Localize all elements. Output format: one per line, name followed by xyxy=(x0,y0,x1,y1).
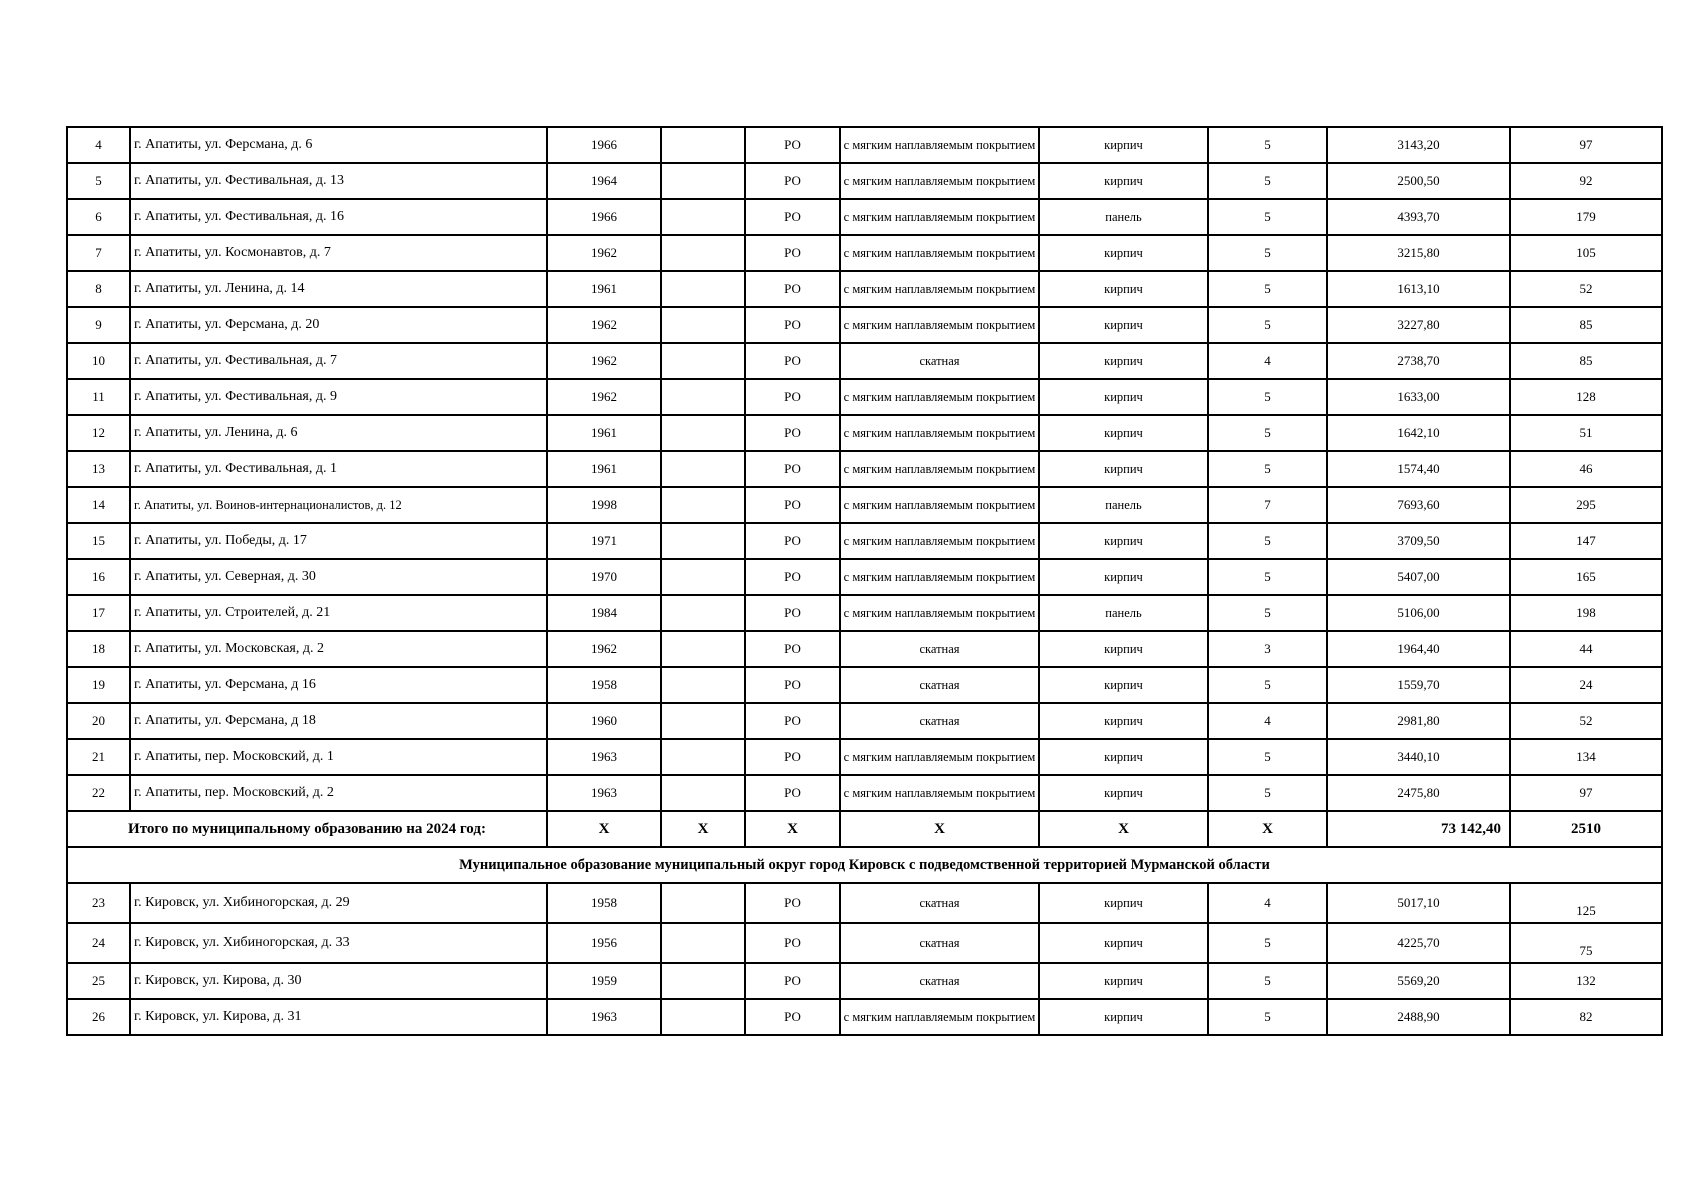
row-people: 97 xyxy=(1510,127,1662,163)
row-people: 51 xyxy=(1510,415,1662,451)
row-method: РО xyxy=(745,999,840,1035)
row-roof-type: скатная xyxy=(840,923,1039,963)
row-people: 128 xyxy=(1510,379,1662,415)
row-wall-material: кирпич xyxy=(1039,415,1208,451)
row-roof-type: с мягким наплавляемым покрытием xyxy=(840,523,1039,559)
row-empty-cell xyxy=(661,199,745,235)
row-area: 5569,20 xyxy=(1327,963,1510,999)
row-year: 1962 xyxy=(547,379,661,415)
row-method: РО xyxy=(745,127,840,163)
row-empty-cell xyxy=(661,775,745,811)
row-method: РО xyxy=(745,667,840,703)
row-empty-cell xyxy=(661,451,745,487)
table-row xyxy=(67,595,1662,631)
row-number: 11 xyxy=(67,379,130,415)
row-wall-material: кирпич xyxy=(1039,923,1208,963)
row-method: РО xyxy=(745,923,840,963)
row-address: г. Апатиты, ул. Ферсмана, д 16 xyxy=(130,667,547,703)
row-empty-cell xyxy=(661,235,745,271)
row-area: 2500,50 xyxy=(1327,163,1510,199)
table-row xyxy=(67,631,1662,667)
row-address: г. Апатиты, ул. Фестивальная, д. 13 xyxy=(130,163,547,199)
row-number: 8 xyxy=(67,271,130,307)
row-number: 7 xyxy=(67,235,130,271)
table-row xyxy=(67,235,1662,271)
row-number: 15 xyxy=(67,523,130,559)
row-method: РО xyxy=(745,271,840,307)
row-area: 2488,90 xyxy=(1327,999,1510,1035)
row-empty-cell xyxy=(661,379,745,415)
row-address: г. Кировск, ул. Кирова, д. 31 xyxy=(130,999,547,1035)
row-wall-material: кирпич xyxy=(1039,703,1208,739)
row-method: РО xyxy=(745,703,840,739)
row-roof-type: с мягким наплавляемым покрытием xyxy=(840,163,1039,199)
row-floors: 5 xyxy=(1208,963,1327,999)
row-method: РО xyxy=(745,163,840,199)
total-x-year: X xyxy=(547,811,661,847)
row-floors: 5 xyxy=(1208,127,1327,163)
row-people: 179 xyxy=(1510,199,1662,235)
row-empty-cell xyxy=(661,631,745,667)
row-area: 3709,50 xyxy=(1327,523,1510,559)
row-wall-material: кирпич xyxy=(1039,559,1208,595)
row-method: РО xyxy=(745,199,840,235)
row-year: 1962 xyxy=(547,631,661,667)
row-empty-cell xyxy=(661,307,745,343)
row-roof-type: скатная xyxy=(840,343,1039,379)
row-area: 5407,00 xyxy=(1327,559,1510,595)
table-row xyxy=(67,559,1662,595)
row-people: 295 xyxy=(1510,487,1662,523)
row-people: 52 xyxy=(1510,703,1662,739)
row-method: РО xyxy=(745,343,840,379)
row-area: 3143,20 xyxy=(1327,127,1510,163)
row-address: г. Апатиты, ул. Фестивальная, д. 7 xyxy=(130,343,547,379)
row-area: 2738,70 xyxy=(1327,343,1510,379)
row-method: РО xyxy=(745,487,840,523)
table-body-kirovsk xyxy=(67,883,1662,1035)
row-roof-type: с мягким наплавляемым покрытием xyxy=(840,307,1039,343)
row-method: РО xyxy=(745,963,840,999)
row-year: 1971 xyxy=(547,523,661,559)
row-address: г. Апатиты, ул. Ферсмана, д. 20 xyxy=(130,307,547,343)
row-address: г. Кировск, ул. Хибиногорская, д. 33 xyxy=(130,923,547,963)
row-year: 1984 xyxy=(547,595,661,631)
table-row xyxy=(67,775,1662,811)
row-number: 14 xyxy=(67,487,130,523)
row-wall-material: кирпич xyxy=(1039,127,1208,163)
row-wall-material: кирпич xyxy=(1039,451,1208,487)
row-address: г. Апатиты, ул. Московская, д. 2 xyxy=(130,631,547,667)
row-address: г. Апатиты, ул. Ленина, д. 14 xyxy=(130,271,547,307)
table-row xyxy=(67,739,1662,775)
row-floors: 3 xyxy=(1208,631,1327,667)
row-empty-cell xyxy=(661,415,745,451)
row-method: РО xyxy=(745,415,840,451)
row-roof-type: с мягким наплавляемым покрытием xyxy=(840,415,1039,451)
row-wall-material: кирпич xyxy=(1039,883,1208,923)
table-row xyxy=(67,487,1662,523)
section-header-row xyxy=(67,847,1662,883)
total-row xyxy=(67,811,1662,847)
row-area: 1574,40 xyxy=(1327,451,1510,487)
row-people: 85 xyxy=(1510,343,1662,379)
total-x-method: X xyxy=(745,811,840,847)
row-empty-cell xyxy=(661,523,745,559)
row-empty-cell xyxy=(661,343,745,379)
total-x-roof: X xyxy=(840,811,1039,847)
housing-table xyxy=(66,126,1663,1036)
row-area: 1633,00 xyxy=(1327,379,1510,415)
row-year: 1963 xyxy=(547,739,661,775)
row-roof-type: с мягким наплавляемым покрытием xyxy=(840,775,1039,811)
row-year: 1962 xyxy=(547,343,661,379)
row-floors: 5 xyxy=(1208,923,1327,963)
row-roof-type: скатная xyxy=(840,883,1039,923)
row-roof-type: скатная xyxy=(840,703,1039,739)
row-area: 7693,60 xyxy=(1327,487,1510,523)
row-method: РО xyxy=(745,451,840,487)
row-roof-type: с мягким наплавляемым покрытием xyxy=(840,739,1039,775)
row-address: г. Апатиты, ул. Воинов-интернационалистов, д. 12 xyxy=(130,487,547,523)
row-area: 3227,80 xyxy=(1327,307,1510,343)
row-people: 82 xyxy=(1510,999,1662,1035)
row-empty-cell xyxy=(661,559,745,595)
row-wall-material: кирпич xyxy=(1039,163,1208,199)
row-address: г. Апатиты, ул. Победы, д. 17 xyxy=(130,523,547,559)
row-year: 1958 xyxy=(547,667,661,703)
total-x-col4: X xyxy=(661,811,745,847)
row-roof-type: с мягким наплавляемым покрытием xyxy=(840,271,1039,307)
row-people: 85 xyxy=(1510,307,1662,343)
row-wall-material: кирпич xyxy=(1039,775,1208,811)
table-row xyxy=(67,923,1662,963)
row-wall-material: панель xyxy=(1039,595,1208,631)
row-area: 3440,10 xyxy=(1327,739,1510,775)
row-number: 4 xyxy=(67,127,130,163)
table-row xyxy=(67,343,1662,379)
row-year: 1958 xyxy=(547,883,661,923)
row-year: 1956 xyxy=(547,923,661,963)
row-empty-cell xyxy=(661,739,745,775)
row-area: 1964,40 xyxy=(1327,631,1510,667)
row-empty-cell xyxy=(661,127,745,163)
row-wall-material: кирпич xyxy=(1039,523,1208,559)
row-area: 2475,80 xyxy=(1327,775,1510,811)
row-empty-cell xyxy=(661,487,745,523)
table-row xyxy=(67,999,1662,1035)
row-empty-cell xyxy=(661,883,745,923)
row-people: 75 xyxy=(1510,923,1662,963)
table-total-section xyxy=(67,811,1662,883)
row-people: 24 xyxy=(1510,667,1662,703)
row-floors: 5 xyxy=(1208,415,1327,451)
row-wall-material: кирпич xyxy=(1039,379,1208,415)
row-floors: 5 xyxy=(1208,271,1327,307)
row-year: 1970 xyxy=(547,559,661,595)
row-number: 20 xyxy=(67,703,130,739)
row-method: РО xyxy=(745,559,840,595)
row-address: г. Апатиты, ул. Северная, д. 30 xyxy=(130,559,547,595)
table-row xyxy=(67,271,1662,307)
row-address: г. Апатиты, ул. Ленина, д. 6 xyxy=(130,415,547,451)
row-method: РО xyxy=(745,379,840,415)
row-address: г. Апатиты, ул. Ферсмана, д 18 xyxy=(130,703,547,739)
total-people: 2510 xyxy=(1510,811,1662,847)
row-people: 105 xyxy=(1510,235,1662,271)
row-people: 132 xyxy=(1510,963,1662,999)
row-people: 97 xyxy=(1510,775,1662,811)
row-area: 4393,70 xyxy=(1327,199,1510,235)
row-area: 3215,80 xyxy=(1327,235,1510,271)
row-floors: 4 xyxy=(1208,703,1327,739)
row-empty-cell xyxy=(661,595,745,631)
row-address: г. Апатиты, пер. Московский, д. 2 xyxy=(130,775,547,811)
row-number: 6 xyxy=(67,199,130,235)
row-number: 9 xyxy=(67,307,130,343)
row-address: г. Апатиты, пер. Московский, д. 1 xyxy=(130,739,547,775)
row-floors: 5 xyxy=(1208,595,1327,631)
row-wall-material: кирпич xyxy=(1039,235,1208,271)
total-label: Итого по муниципальному образованию на 2024 год: xyxy=(67,811,547,847)
row-year: 1962 xyxy=(547,235,661,271)
row-method: РО xyxy=(745,631,840,667)
row-roof-type: скатная xyxy=(840,963,1039,999)
row-year: 1961 xyxy=(547,415,661,451)
row-floors: 5 xyxy=(1208,451,1327,487)
row-roof-type: с мягким наплавляемым покрытием xyxy=(840,451,1039,487)
row-area: 1613,10 xyxy=(1327,271,1510,307)
row-area: 2981,80 xyxy=(1327,703,1510,739)
table-row xyxy=(67,963,1662,999)
row-year: 1964 xyxy=(547,163,661,199)
row-area: 4225,70 xyxy=(1327,923,1510,963)
row-people: 92 xyxy=(1510,163,1662,199)
row-floors: 5 xyxy=(1208,235,1327,271)
row-floors: 5 xyxy=(1208,307,1327,343)
row-number: 17 xyxy=(67,595,130,631)
row-year: 1963 xyxy=(547,999,661,1035)
row-area: 1559,70 xyxy=(1327,667,1510,703)
row-method: РО xyxy=(745,739,840,775)
row-roof-type: с мягким наплавляемым покрытием xyxy=(840,199,1039,235)
row-roof-type: с мягким наплавляемым покрытием xyxy=(840,487,1039,523)
row-area: 1642,10 xyxy=(1327,415,1510,451)
row-roof-type: скатная xyxy=(840,631,1039,667)
row-roof-type: с мягким наплавляемым покрытием xyxy=(840,127,1039,163)
row-address: г. Апатиты, ул. Космонавтов, д. 7 xyxy=(130,235,547,271)
total-x-floors: X xyxy=(1208,811,1327,847)
row-wall-material: кирпич xyxy=(1039,999,1208,1035)
row-roof-type: с мягким наплавляемым покрытием xyxy=(840,235,1039,271)
row-floors: 5 xyxy=(1208,379,1327,415)
row-number: 12 xyxy=(67,415,130,451)
total-area: 73 142,40 xyxy=(1327,811,1510,847)
row-people: 134 xyxy=(1510,739,1662,775)
row-number: 19 xyxy=(67,667,130,703)
row-roof-type: с мягким наплавляемым покрытием xyxy=(840,999,1039,1035)
table-row xyxy=(67,127,1662,163)
section-title: Муниципальное образование муниципальный округ город Кировск с подведомственной территорией Мурманской области xyxy=(67,847,1662,883)
row-year: 1966 xyxy=(547,199,661,235)
row-address: г. Апатиты, ул. Фестивальная, д. 16 xyxy=(130,199,547,235)
row-roof-type: с мягким наплавляемым покрытием xyxy=(840,379,1039,415)
table-row xyxy=(67,883,1662,923)
row-year: 1966 xyxy=(547,127,661,163)
row-floors: 7 xyxy=(1208,487,1327,523)
row-empty-cell xyxy=(661,703,745,739)
table-row xyxy=(67,703,1662,739)
row-wall-material: кирпич xyxy=(1039,739,1208,775)
row-wall-material: панель xyxy=(1039,199,1208,235)
row-method: РО xyxy=(745,775,840,811)
row-people: 165 xyxy=(1510,559,1662,595)
table-row xyxy=(67,163,1662,199)
row-floors: 4 xyxy=(1208,883,1327,923)
row-year: 1961 xyxy=(547,271,661,307)
row-year: 1963 xyxy=(547,775,661,811)
row-number: 5 xyxy=(67,163,130,199)
row-floors: 5 xyxy=(1208,163,1327,199)
row-area: 5017,10 xyxy=(1327,883,1510,923)
row-number: 10 xyxy=(67,343,130,379)
row-method: РО xyxy=(745,307,840,343)
row-floors: 5 xyxy=(1208,999,1327,1035)
row-people: 52 xyxy=(1510,271,1662,307)
row-number: 18 xyxy=(67,631,130,667)
table-row xyxy=(67,415,1662,451)
row-address: г. Кировск, ул. Кирова, д. 30 xyxy=(130,963,547,999)
row-number: 13 xyxy=(67,451,130,487)
table-row xyxy=(67,379,1662,415)
row-year: 1959 xyxy=(547,963,661,999)
row-number: 22 xyxy=(67,775,130,811)
row-wall-material: кирпич xyxy=(1039,343,1208,379)
row-address: г. Апатиты, ул. Ферсмана, д. 6 xyxy=(130,127,547,163)
row-year: 1962 xyxy=(547,307,661,343)
row-people: 198 xyxy=(1510,595,1662,631)
row-floors: 5 xyxy=(1208,199,1327,235)
table-row xyxy=(67,523,1662,559)
row-number: 21 xyxy=(67,739,130,775)
row-empty-cell xyxy=(661,923,745,963)
table-body-apatity xyxy=(67,127,1662,811)
row-method: РО xyxy=(745,883,840,923)
row-floors: 5 xyxy=(1208,775,1327,811)
row-empty-cell xyxy=(661,667,745,703)
row-floors: 4 xyxy=(1208,343,1327,379)
row-year: 1998 xyxy=(547,487,661,523)
row-wall-material: кирпич xyxy=(1039,631,1208,667)
total-x-material: X xyxy=(1039,811,1208,847)
row-floors: 5 xyxy=(1208,667,1327,703)
row-area: 5106,00 xyxy=(1327,595,1510,631)
row-roof-type: скатная xyxy=(840,667,1039,703)
row-address: г. Апатиты, ул. Фестивальная, д. 1 xyxy=(130,451,547,487)
row-method: РО xyxy=(745,523,840,559)
table-row xyxy=(67,307,1662,343)
table-row xyxy=(67,667,1662,703)
row-empty-cell xyxy=(661,163,745,199)
row-wall-material: кирпич xyxy=(1039,307,1208,343)
row-number: 24 xyxy=(67,923,130,963)
row-number: 23 xyxy=(67,883,130,923)
row-method: РО xyxy=(745,595,840,631)
row-people: 46 xyxy=(1510,451,1662,487)
row-wall-material: панель xyxy=(1039,487,1208,523)
row-empty-cell xyxy=(661,999,745,1035)
table-row xyxy=(67,199,1662,235)
row-floors: 5 xyxy=(1208,523,1327,559)
row-number: 26 xyxy=(67,999,130,1035)
row-wall-material: кирпич xyxy=(1039,271,1208,307)
row-people: 125 xyxy=(1510,883,1662,923)
row-method: РО xyxy=(745,235,840,271)
row-floors: 5 xyxy=(1208,739,1327,775)
row-number: 25 xyxy=(67,963,130,999)
table-row xyxy=(67,451,1662,487)
row-empty-cell xyxy=(661,271,745,307)
row-roof-type: с мягким наплавляемым покрытием xyxy=(840,559,1039,595)
row-address: г. Апатиты, ул. Фестивальная, д. 9 xyxy=(130,379,547,415)
row-wall-material: кирпич xyxy=(1039,667,1208,703)
row-wall-material: кирпич xyxy=(1039,963,1208,999)
row-people: 44 xyxy=(1510,631,1662,667)
row-year: 1961 xyxy=(547,451,661,487)
row-people: 147 xyxy=(1510,523,1662,559)
row-address: г. Кировск, ул. Хибиногорская, д. 29 xyxy=(130,883,547,923)
row-year: 1960 xyxy=(547,703,661,739)
row-number: 16 xyxy=(67,559,130,595)
row-floors: 5 xyxy=(1208,559,1327,595)
row-roof-type: с мягким наплавляемым покрытием xyxy=(840,595,1039,631)
row-address: г. Апатиты, ул. Строителей, д. 21 xyxy=(130,595,547,631)
row-empty-cell xyxy=(661,963,745,999)
